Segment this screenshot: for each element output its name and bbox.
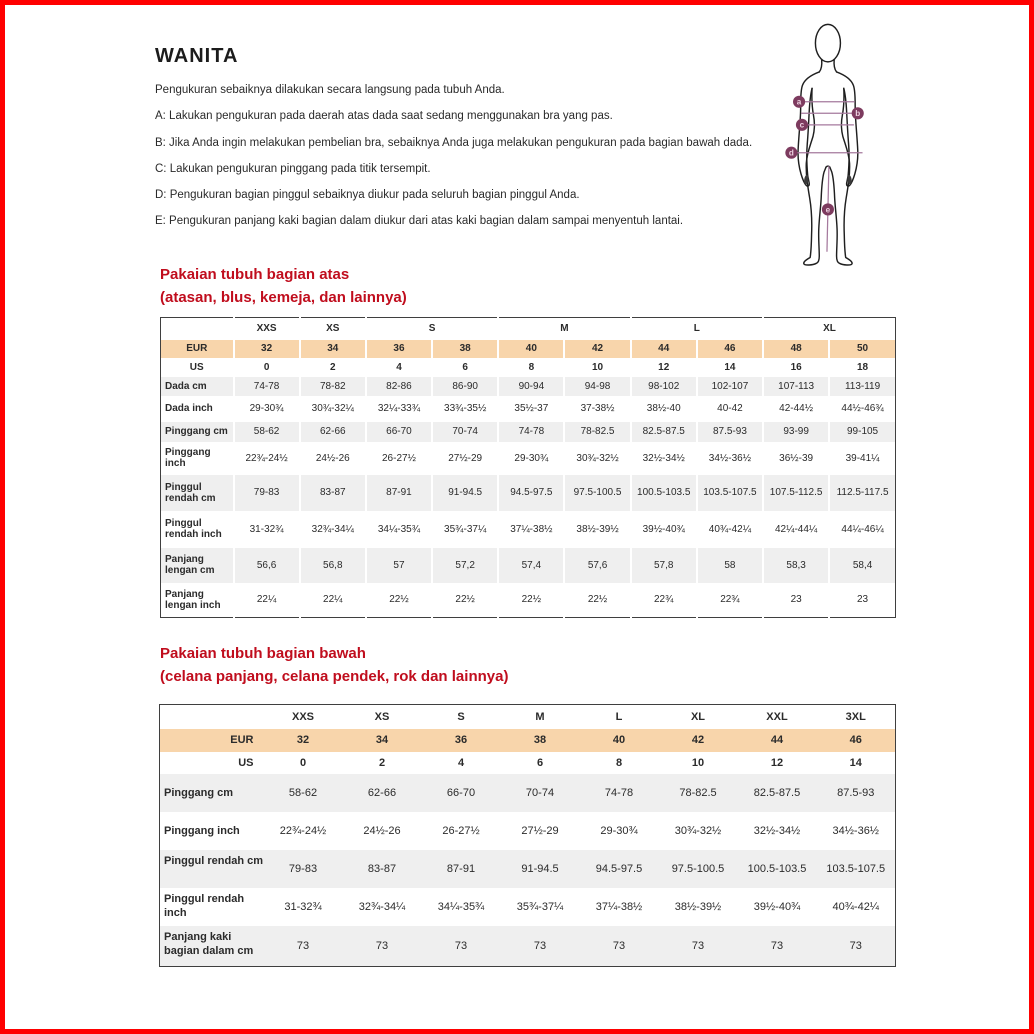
size-value-cell: 99-105 xyxy=(829,422,895,442)
size-value-cell: 107.5-112.5 xyxy=(763,475,829,511)
size-value-cell: 58-62 xyxy=(264,774,343,812)
size-value-cell: 40 xyxy=(498,340,564,358)
svg-text:e: e xyxy=(825,205,831,215)
page-title: WANITA xyxy=(155,45,239,67)
size-value-cell: 78-82.5 xyxy=(564,422,630,442)
size-value-cell: 10 xyxy=(564,358,630,377)
size-value-cell: 100.5-103.5 xyxy=(631,475,697,511)
size-header-cell: XS xyxy=(300,318,366,340)
size-header-cell: XS xyxy=(374,710,390,723)
size-value-cell: 22¾ xyxy=(631,583,697,618)
instruction-e: E: Pengukuran panjang kaki bagian dalam diukur dari atas kaki bagian dalam sampai menyentuh lantai. xyxy=(155,215,684,228)
row-label: Pinggul rendah inch xyxy=(164,892,245,919)
size-header-row xyxy=(160,705,896,729)
marker-c xyxy=(796,119,808,131)
size-value-cell: 57 xyxy=(366,548,432,583)
table-row xyxy=(161,583,896,618)
row-label: Dada cm xyxy=(161,377,234,396)
size-value-cell: 42 xyxy=(564,340,630,358)
row-label: Pinggang inch xyxy=(165,447,211,469)
measurement-instructions xyxy=(155,77,805,235)
size-value-cell: 50 xyxy=(829,340,895,358)
lower-table-title-line2: (celana panjang, celana pendek, rok dan lainnya) xyxy=(160,668,509,685)
size-header-cell: XXL xyxy=(766,710,788,723)
instruction-b: B: Jika Anda ingin melakukan pembelian bra, sebaiknya Anda juga melakukan pengukuran pada bagian bawah dada. xyxy=(155,136,753,149)
row-label: Pinggang inch xyxy=(164,824,240,837)
size-value-cell: 73 xyxy=(817,926,896,967)
size-value-cell: 42 xyxy=(659,729,738,752)
size-header-cell: M xyxy=(535,710,545,723)
size-value-cell: 102-107 xyxy=(697,377,763,396)
size-value-cell: 100.5-103.5 xyxy=(738,850,817,888)
size-value-cell: 83-87 xyxy=(343,850,422,888)
row-label: Pinggang cm xyxy=(160,774,264,812)
size-value-cell: 22¾-24½ xyxy=(279,824,327,837)
svg-text:a: a xyxy=(796,97,802,107)
table-row xyxy=(160,812,896,850)
size-value-cell: 112.5-117.5 xyxy=(829,475,895,511)
row-label: EUR xyxy=(161,340,234,358)
lower-table-title xyxy=(160,642,508,688)
table-row xyxy=(160,774,896,812)
size-value-cell: 22½ xyxy=(498,583,564,618)
size-value-cell: 33¾-35½ xyxy=(432,396,498,422)
size-value-cell: 57,4 xyxy=(498,548,564,583)
size-value-cell: 57,6 xyxy=(564,548,630,583)
size-value-cell: 70-74 xyxy=(501,774,580,812)
size-value-cell: 27½-29 xyxy=(432,442,498,475)
upper-table-title xyxy=(160,263,407,309)
size-value-cell: 79-83 xyxy=(264,850,343,888)
size-value-cell: 37¼-38½ xyxy=(498,511,564,548)
size-header-cell: XXS xyxy=(234,318,300,340)
instruction-a: A: Lakukan pengukuran pada daerah atas dada saat sedang menggunakan bra yang pas. xyxy=(155,110,613,123)
size-value-cell: 22½ xyxy=(564,583,630,618)
size-value-cell: 44¼-46¼ xyxy=(829,511,895,548)
size-value-cell: 32½-34½ xyxy=(631,442,697,475)
size-value-cell: 24½-26 xyxy=(363,824,401,837)
size-value-cell: 22½ xyxy=(366,583,432,618)
size-value-cell: 24½-26 xyxy=(300,442,366,475)
marker-a xyxy=(793,96,805,108)
size-value-cell: 35¾-37¼ xyxy=(432,511,498,548)
size-value-cell: 98-102 xyxy=(631,377,697,396)
table-row xyxy=(161,377,896,396)
size-value-cell: 10 xyxy=(691,756,705,769)
size-value-cell: 22¼ xyxy=(234,583,300,618)
size-value-cell: 62-66 xyxy=(343,774,422,812)
size-value-cell: 58,4 xyxy=(829,548,895,583)
row-label: Pinggul rendah inch xyxy=(165,518,222,540)
size-value-cell: 36 xyxy=(366,340,432,358)
size-value-cell: 113-119 xyxy=(829,377,895,396)
size-header-cell: XL xyxy=(690,710,706,723)
lower-table-title-line1: Pakaian tubuh bagian bawah xyxy=(160,645,366,662)
size-value-cell: 29-30¾ xyxy=(234,396,300,422)
size-value-cell: 39-41¼ xyxy=(829,442,895,475)
row-label: Pinggul rendah cm xyxy=(161,475,234,511)
size-value-cell: 32½-34½ xyxy=(753,824,801,837)
size-value-cell: 26-27½ xyxy=(366,442,432,475)
size-value-cell: 58 xyxy=(697,548,763,583)
size-value-cell: 38½-40 xyxy=(631,396,697,422)
size-value-cell: 14 xyxy=(697,358,763,377)
table-row xyxy=(161,548,896,583)
size-value-cell: 40¾-42¼ xyxy=(697,511,763,548)
row-label: Dada inch xyxy=(165,403,213,414)
row-label: EUR xyxy=(160,729,264,752)
svg-text:d: d xyxy=(788,148,794,158)
size-value-cell: 16 xyxy=(763,358,829,377)
size-value-cell: 94-98 xyxy=(564,377,630,396)
size-value-cell: 8 xyxy=(498,358,564,377)
size-value-cell: 2 xyxy=(378,756,386,769)
size-value-cell: 82.5-87.5 xyxy=(631,422,697,442)
size-value-cell: 73 xyxy=(264,926,343,967)
corner-cell xyxy=(160,705,264,729)
size-value-cell: 34 xyxy=(300,340,366,358)
size-value-cell: 107-113 xyxy=(763,377,829,396)
size-value-cell: 29-30¾ xyxy=(600,824,638,837)
size-value-cell: 14 xyxy=(849,756,862,769)
upper-table-title-line1: Pakaian tubuh bagian atas xyxy=(160,266,350,283)
size-value-cell: 32¾-34¼ xyxy=(300,511,366,548)
size-value-cell: 32¾-34¼ xyxy=(358,900,406,913)
size-value-cell: 48 xyxy=(763,340,829,358)
table-row xyxy=(161,396,896,422)
size-value-cell: 46 xyxy=(697,340,763,358)
size-value-cell: 40 xyxy=(580,729,659,752)
size-value-cell: 66-70 xyxy=(366,422,432,442)
size-value-cell: 97.5-100.5 xyxy=(659,850,738,888)
size-value-cell: 30¾-32½ xyxy=(674,824,722,837)
row-label: Panjang lengan cm xyxy=(161,548,234,583)
size-value-cell: 23 xyxy=(763,583,829,618)
table-row xyxy=(161,422,896,442)
table-row xyxy=(161,358,896,377)
size-value-cell: 46 xyxy=(817,729,896,752)
row-label: Pinggang cm xyxy=(161,422,234,442)
table-row xyxy=(160,926,896,967)
size-value-cell: 22¾-24½ xyxy=(234,442,300,475)
table-row xyxy=(160,729,896,752)
size-value-cell: 44 xyxy=(631,340,697,358)
size-value-cell: 8 xyxy=(615,756,623,769)
size-value-cell: 34½-36½ xyxy=(697,442,763,475)
figure-head xyxy=(815,24,840,62)
size-value-cell: 83-87 xyxy=(300,475,366,511)
svg-text:b: b xyxy=(855,109,861,119)
size-value-cell: 42¼-44¼ xyxy=(763,511,829,548)
size-value-cell: 87.5-93 xyxy=(697,422,763,442)
size-value-cell: 91-94.5 xyxy=(432,475,498,511)
size-value-cell: 73 xyxy=(738,926,817,967)
table-row xyxy=(160,752,896,774)
lower-body-size-table-wrap xyxy=(159,704,896,967)
size-value-cell: 30¾-32½ xyxy=(564,442,630,475)
size-header-cell: S xyxy=(457,710,465,723)
size-value-cell: 2 xyxy=(300,358,366,377)
size-header-cell: 3XL xyxy=(845,710,866,723)
size-value-cell: 94.5-97.5 xyxy=(580,850,659,888)
marker-d xyxy=(785,147,797,159)
table-row xyxy=(161,340,896,358)
size-value-cell: 78-82.5 xyxy=(659,774,738,812)
size-header-cell: XXS xyxy=(291,710,314,723)
size-value-cell: 4 xyxy=(457,756,465,769)
upper-table-title-line2: (atasan, blus, kemeja, dan lainnya) xyxy=(160,289,407,306)
size-value-cell: 32 xyxy=(234,340,300,358)
size-value-cell: 94.5-97.5 xyxy=(498,475,564,511)
intro-text: Pengukuran sebaiknya dilakukan secara langsung pada tubuh Anda. xyxy=(155,84,505,96)
row-label: US xyxy=(238,756,254,769)
size-value-cell: 56,6 xyxy=(234,548,300,583)
size-value-cell: 38½-39½ xyxy=(564,511,630,548)
size-value-cell: 66-70 xyxy=(422,774,501,812)
size-value-cell: 56,8 xyxy=(300,548,366,583)
row-label: Panjang lengan inch xyxy=(165,588,221,611)
lower-body-size-table xyxy=(159,704,896,967)
size-value-cell: 34 xyxy=(343,729,422,752)
size-value-cell: 57,8 xyxy=(631,548,697,583)
upper-body-size-table xyxy=(160,317,896,618)
svg-text:c: c xyxy=(799,120,805,130)
size-value-cell: 73 xyxy=(659,926,738,967)
marker-e xyxy=(822,203,834,215)
size-value-cell: 73 xyxy=(343,926,422,967)
size-header-cell: S xyxy=(366,318,498,340)
size-value-cell: 35¾-37¼ xyxy=(516,900,564,913)
size-value-cell: 93-99 xyxy=(763,422,829,442)
size-value-cell: 26-27½ xyxy=(442,824,480,837)
size-value-cell: 97.5-100.5 xyxy=(564,475,630,511)
table-row xyxy=(161,442,896,475)
table-row xyxy=(161,511,896,548)
marker-b xyxy=(852,107,864,119)
size-value-cell: 73 xyxy=(501,926,580,967)
size-value-cell: 103.5-107.5 xyxy=(817,850,896,888)
instruction-c: C: Lakukan pengukuran pinggang pada titik tersempit. xyxy=(155,162,431,175)
size-value-cell: 22½ xyxy=(432,583,498,618)
size-value-cell: 79-83 xyxy=(234,475,300,511)
size-value-cell: 0 xyxy=(234,358,300,377)
size-value-cell: 74-78 xyxy=(580,774,659,812)
size-value-cell: 12 xyxy=(770,756,784,769)
size-value-cell: 74-78 xyxy=(234,377,300,396)
size-value-cell: 87.5-93 xyxy=(817,774,896,812)
size-value-cell: 74-78 xyxy=(498,422,564,442)
size-value-cell: 37¼-38½ xyxy=(595,900,643,913)
size-value-cell: 78-82 xyxy=(300,377,366,396)
table-row xyxy=(161,475,896,511)
female-silhouette-illustration xyxy=(776,21,876,271)
size-value-cell: 38 xyxy=(432,340,498,358)
size-value-cell: 91-94.5 xyxy=(501,850,580,888)
size-value-cell: 70-74 xyxy=(432,422,498,442)
size-value-cell: 27½-29 xyxy=(521,824,559,837)
row-label: US xyxy=(189,361,204,373)
size-value-cell: 82.5-87.5 xyxy=(738,774,817,812)
size-value-cell: 12 xyxy=(631,358,697,377)
size-value-cell: 31-32¾ xyxy=(284,900,322,913)
size-value-cell: 36 xyxy=(422,729,501,752)
upper-body-size-table-wrap xyxy=(160,317,896,618)
size-value-cell: 32¼-33¾ xyxy=(366,396,432,422)
size-value-cell: 44 xyxy=(738,729,817,752)
size-value-cell: 87-91 xyxy=(366,475,432,511)
size-value-cell: 73 xyxy=(580,926,659,967)
size-value-cell: 90-94 xyxy=(498,377,564,396)
size-header-cell: M xyxy=(498,318,630,340)
size-value-cell: 86-90 xyxy=(432,377,498,396)
size-value-cell: 30¾-32¼ xyxy=(300,396,366,422)
size-header-cell: L xyxy=(631,318,763,340)
size-value-cell: 6 xyxy=(536,756,544,769)
size-header-cell: L xyxy=(615,710,623,723)
body-measurement-figure xyxy=(776,21,876,271)
row-label: Panjang kaki bagian dalam cm xyxy=(160,926,264,967)
row-label: Pinggul rendah cm xyxy=(160,850,264,888)
size-value-cell: 58,3 xyxy=(763,548,829,583)
size-value-cell: 31-32¾ xyxy=(234,511,300,548)
size-value-cell: 38½-39½ xyxy=(674,900,722,913)
size-value-cell: 57,2 xyxy=(432,548,498,583)
size-value-cell: 4 xyxy=(366,358,432,377)
size-value-cell: 62-66 xyxy=(300,422,366,442)
size-value-cell: 23 xyxy=(829,583,895,618)
size-value-cell: 58-62 xyxy=(234,422,300,442)
size-value-cell: 34¼-35¾ xyxy=(366,511,432,548)
size-value-cell: 34½-36½ xyxy=(832,824,879,837)
size-value-cell: 42-44½ xyxy=(763,396,829,422)
corner-cell xyxy=(161,318,234,340)
size-value-cell: 36½-39 xyxy=(763,442,829,475)
size-value-cell: 39½-40¾ xyxy=(753,900,801,913)
size-value-cell: 32 xyxy=(264,729,343,752)
size-value-cell: 35½-37 xyxy=(498,396,564,422)
size-value-cell: 40¾-42¼ xyxy=(832,900,879,913)
size-value-cell: 22¼ xyxy=(300,583,366,618)
size-value-cell: 34¼-35¾ xyxy=(437,900,485,913)
size-value-cell: 40-42 xyxy=(697,396,763,422)
size-value-cell: 87-91 xyxy=(422,850,501,888)
size-value-cell: 0 xyxy=(299,756,307,769)
table-row xyxy=(160,850,896,888)
size-value-cell: 73 xyxy=(422,926,501,967)
size-value-cell: 82-86 xyxy=(366,377,432,396)
size-value-cell: 29-30¾ xyxy=(498,442,564,475)
instruction-d: D: Pengukuran bagian pinggul sebaiknya diukur pada seluruh bagian pinggul Anda. xyxy=(155,189,580,202)
size-value-cell: 103.5-107.5 xyxy=(697,475,763,511)
size-header-cell: XL xyxy=(763,318,895,340)
size-value-cell: 39½-40¾ xyxy=(631,511,697,548)
size-header-row xyxy=(161,318,896,340)
table-row xyxy=(160,888,896,926)
size-value-cell: 6 xyxy=(432,358,498,377)
size-value-cell: 38 xyxy=(501,729,580,752)
size-value-cell: 22¾ xyxy=(697,583,763,618)
size-value-cell: 37-38½ xyxy=(564,396,630,422)
size-value-cell: 18 xyxy=(829,358,895,377)
size-value-cell: 44½-46¾ xyxy=(829,396,895,422)
